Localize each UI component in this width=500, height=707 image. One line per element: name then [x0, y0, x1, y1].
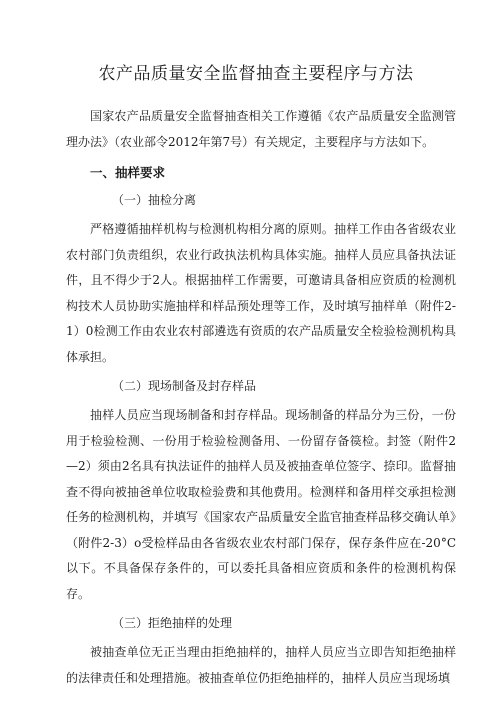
section-heading-sampling-requirements: 一、抽样要求 — [90, 165, 166, 180]
subsection-body-onsite-preparation: 抽样人员应当现场制备和封存样品。现场制备的样品分为三份，一份用于检验检测、一份用于检验检测备用、一份留存备篌检。封签（附件2—2）须由2名具有执法证件的抽样人员及被抽查单位签字、捺印。监督抽查不得向被抽爸单位收取检验费和其他费用。检测样和备用样交承担检测任务的检测机构，并填写《国家农产品质量安全监官抽查样品移交确认单》（附件2-3）o受检样品由各省级农业农村部门保存，保存条件应在-20°C以下。不具备保存条件的，可以委托具备相应资质和条件的检测机构保存。 — [66, 408, 457, 601]
subsection-heading-onsite-preparation: （二）现场制备及封存样品 — [112, 379, 257, 393]
subsection-heading-refusal-handling: （三）拒绝抽样的处理 — [112, 616, 233, 630]
document-title: 农产品质量安全监督抽查主要程序与方法 — [98, 64, 414, 84]
intro-paragraph: 国家农产品质量安全监督抽查相关工作遵循《农产品质量安全监测管理办法》（农业部令2012年第7号）有关规定，主要程序与方法如下。 — [66, 109, 456, 149]
subsection-heading-separation: （一）抽检分离 — [112, 193, 197, 207]
subsection-body-refusal-handling: 被抽查单位无正当理由拒绝抽样的，抽样人员应当立即告知拒绝抽样的法律责任和处理措施。被抽查单位仍拒绝抽样的，抽样人员应当现场填 — [66, 645, 456, 685]
subsection-body-separation: 严格遵循抽样机构与检测机构相分离的原则。抽样工作由各省级农业农村部门负责组织，农业行政执法机构具体实施。抽样人员应具备执法证件，且不得少于2人。根据抽样工作需要，可邀请具备相应资质的检测机构技术人员协助实施抽样和样品预处理等工作，及时填写抽样单（附件2-1）0检测工作由农业农村部遴选有资质的农产品质量安全检验检测机构具体承担。 — [66, 222, 456, 364]
